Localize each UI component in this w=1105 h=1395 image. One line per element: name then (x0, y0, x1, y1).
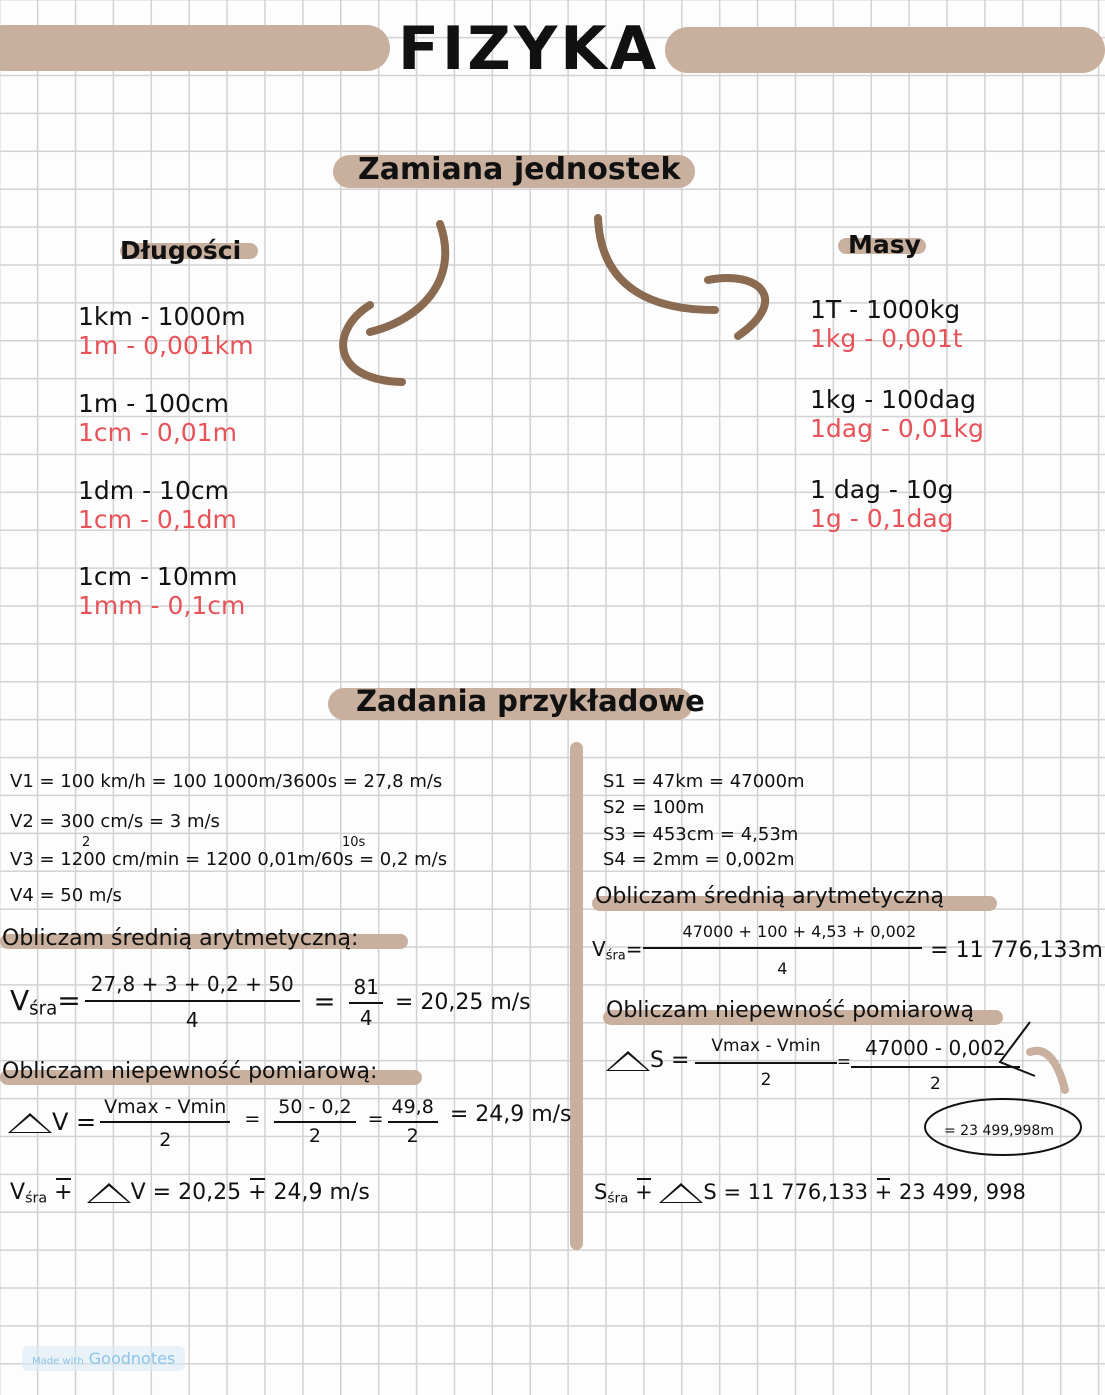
mean-fraction-2: $\frac{81}{4}$ (349, 975, 382, 1030)
mass-heading: Masy (848, 230, 921, 259)
velocity-line-3: V3 = 1200 cm/min = 1200 0,01m/60s = 0,2 m/s (10, 849, 448, 870)
mass-inverse: 1kg - 0,001t (810, 324, 963, 353)
right-uncert-equation: S = $\frac{Vmax - Vmin}{2}$ = $\frac{47000 - 0,002}{2}$ (606, 1036, 1020, 1094)
left-mean-equation: $V_{śra}=$ $\frac{27,8 + 3 + 0,2 + 50}{4}$ = $\frac{81}{4}$ = 20,25 m/s (10, 972, 531, 1032)
examples-heading: Zadania przykładowe (356, 684, 705, 718)
page-title: FIZYKA (398, 14, 660, 84)
v3-annotation-2: 2 (82, 835, 91, 850)
right-mean-heading: Obliczam średnią arytmetyczną (595, 884, 944, 909)
mean-fraction: $\frac{27,8 + 3 + 0,2 + 50}{4}$ (85, 972, 300, 1032)
mass-pair-1 (810, 295, 963, 353)
left-final-result: $V_{śra} + V = 20,25 + 24,9$ m/s (10, 1180, 370, 1207)
delta-icon (87, 1183, 131, 1203)
mass-main: 1T - 1000kg (810, 295, 961, 324)
mean-result: = 20,25 m/s (394, 989, 531, 1015)
goodnotes-watermark: Made with Goodnotes (22, 1346, 185, 1371)
mass-pair-3 (810, 475, 954, 533)
velocity-line-1: V1 = 100 km/h = 100 1000m/3600s = 27,8 m/s (10, 771, 443, 792)
mass-pair-2 (810, 385, 984, 443)
uncert-fraction-2: $\frac{47000 - 0,002}{2}$ (851, 1036, 1020, 1094)
delta-v: V = (8, 1108, 96, 1136)
mean-lhs: $V_{śra}=$ (592, 936, 643, 964)
left-mean-heading: Obliczam średnią arytmetyczną: (2, 926, 359, 951)
brown-swoosh-icon (1030, 1051, 1065, 1090)
mass-inverse: 1dag - 0,01kg (810, 414, 984, 443)
mean-lhs: $V_{śra}=$ (10, 984, 81, 1020)
units-heading: Zamiana jednostek (358, 152, 681, 187)
uncert-fraction-1: $\frac{Vmax - Vmin}{2}$ (695, 1036, 836, 1090)
distance-line-1: S1 = 47km = 47000m (603, 771, 805, 792)
length-inverse: 1cm - 0,01m (78, 418, 237, 447)
length-inverse: 1m - 0,001km (78, 331, 254, 360)
uncert-fraction-1: $\frac{Vmax - Vmin}{2}$ (100, 1096, 230, 1151)
column-divider (570, 742, 583, 1250)
distance-line-2: S2 = 100m (603, 797, 705, 818)
uncert-fraction-2: $\frac{50 - 0,2}{2}$ (274, 1096, 355, 1147)
left-uncert-heading: Obliczam niepewność pomiarową: (2, 1059, 378, 1084)
delta-s: S = (606, 1048, 689, 1073)
mass-main: 1kg - 100dag (810, 385, 976, 414)
uncert-result: = 24,9 m/s (449, 1102, 572, 1127)
velocity-line-4: V4 = 50 m/s (10, 885, 122, 906)
length-pair-4 (78, 562, 245, 620)
right-uncert-heading: Obliczam niepewność pomiarową (606, 998, 975, 1023)
length-pair-2 (78, 389, 237, 447)
distance-line-3: S3 = 453cm = 4,53m (603, 824, 799, 845)
length-main: 1km - 1000m (78, 302, 246, 331)
length-main: 1cm - 10mm (78, 562, 238, 591)
right-mean-equation (592, 922, 1103, 978)
mean-result: = 11 776,133m (930, 937, 1103, 963)
arrow-right-icon (598, 218, 765, 336)
left-uncert-equation: V = $\frac{Vmax - Vmin}{2}$ = $\frac{50 - 0,2}{2}$ = $\frac{49,8}{2}$ = 24,9 m/s (8, 1096, 572, 1151)
right-final-result: $S_{śra} + S = 11$ 776,133 + 23 499, 998 (594, 1180, 1026, 1207)
length-main: 1m - 100cm (78, 389, 229, 418)
uncert-fraction-3: $\frac{49,8}{2}$ (388, 1096, 438, 1147)
velocity-line-2: V2 = 300 cm/s = 3 m/s (10, 811, 220, 832)
mass-inverse: 1g - 0,1dag (810, 504, 954, 533)
delta-icon (659, 1183, 703, 1203)
length-inverse: 1mm - 0,1cm (78, 591, 246, 620)
length-heading: Długości (120, 236, 242, 265)
delta-icon (606, 1051, 650, 1071)
length-pair-3 (78, 476, 237, 534)
delta-icon (8, 1113, 52, 1133)
mean-fraction: $\frac{47000 + 100 + 4,53 + 0,002}{4}$ (643, 922, 923, 978)
mass-main: 1 dag - 10g (810, 475, 954, 504)
length-inverse: 1cm - 0,1dm (78, 505, 237, 534)
distance-line-4: S4 = 2mm = 0,002m (603, 849, 795, 870)
arrow-left-icon (343, 224, 445, 382)
circled-result: = 23 499,998m (944, 1123, 1054, 1139)
v3-annotation-10s: 10s (342, 835, 366, 850)
length-main: 1dm - 10cm (78, 476, 229, 505)
length-pair-1 (78, 302, 254, 360)
